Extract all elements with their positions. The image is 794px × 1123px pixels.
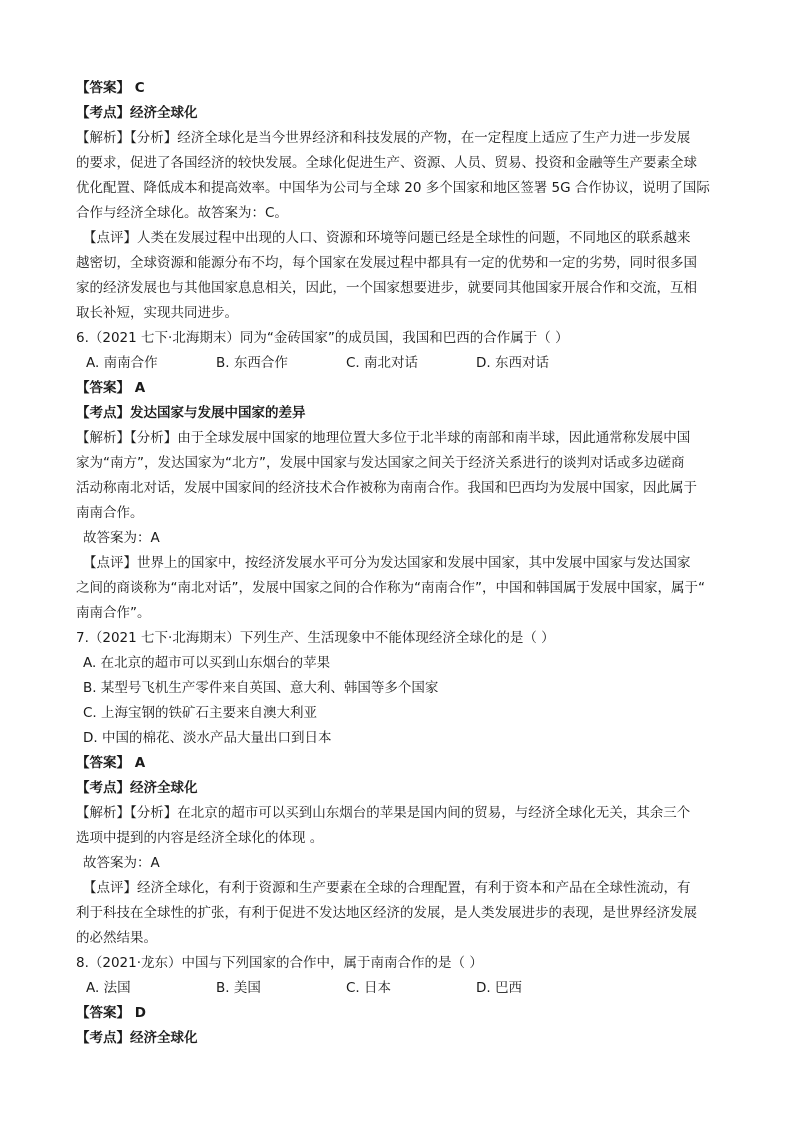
text-line: 【解析】【分析】由于全球发展中国家的地理位置大多位于北半球的南部和南半球，因此通常称发展中国 [76,430,691,446]
option-label: B. 美国 [216,980,261,996]
text-line: 【考点】经济全球化 [76,105,198,121]
text-line: A. 在北京的超市可以买到山东烟台的苹果 [83,655,331,671]
text-line: 【点评】世界上的国家中，按经济发展水平可分为发达国家和发展中国家，其中发展中国家与发达国家 [83,555,691,571]
text-line: 的要求，促进了各国经济的较快发展。全球化促进生产、资源、人员、贸易、投资和金融等生产要素全球 [76,155,697,171]
text-line: D. 中国的棉花、淡水产品大量出口到日本 [83,730,332,746]
text-line: 6.（2021 七下·北海期末）同为“金砖国家”的成员国，我国和巴西的合作属于（ ） [76,330,569,346]
text-line: 优化配置、降低成本和提高效率。中国华为公司与全球 20 多个国家和地区签署 5G 合作协议，说明了国际 [76,180,710,196]
option-label: C. 南北对话 [346,355,419,371]
option-label: A. 法国 [86,980,131,996]
text-line: 合作与经济全球化。故答案为：C。 [76,205,288,221]
question-6-options [0,353,794,373]
text-line: 【点评】人类在发展过程中出现的人口、资源和环境等问题已经是全球性的问题，不同地区的联系越来 [83,230,691,246]
text-line: 的必然结果。 [76,930,157,946]
text-line: 【答案】 A [76,380,146,396]
text-line: 故答案为：A [83,530,160,546]
text-line: C. 上海宝钢的铁矿石主要来自澳大利亚 [83,705,318,721]
text-line: 越密切，全球资源和能源分布不均，每个国家在发展过程中都具有一定的优势和一定的劣势，同时很多国 [76,255,697,271]
text-line: 【考点】经济全球化 [76,1030,198,1046]
text-line: 【考点】发达国家与发展中国家的差异 [76,405,306,421]
text-line: 家的经济发展也与其他国家息息相关，因此，一个国家想要进步，就要同其他国家开展合作和交流，互相 [76,280,697,296]
text-line: 之间的商谈称为“南北对话”，发展中国家之间的合作称为“南南合作”，中国和韩国属于发展中国家，属于“ [76,580,705,596]
option-label: C. 日本 [346,980,392,996]
option-label: D. 东西对话 [476,355,549,371]
option-label: A. 南南合作 [86,355,158,371]
text-line: 【答案】 D [76,1005,146,1021]
option-label: B. 东西合作 [216,355,288,371]
text-line: 利于科技在全球性的扩张，有利于促进不发达地区经济的发展，是人类发展进步的表现，是世界经济发展 [76,905,697,921]
text-line: 【解析】【分析】经济全球化是当今世界经济和科技发展的产物，在一定程度上适应了生产力进一步发展 [76,130,691,146]
text-line: 故答案为：A [83,855,160,871]
text-line: 【解析】【分析】在北京的超市可以买到山东烟台的苹果是国内间的贸易，与经济全球化无关，其余三个 [76,805,691,821]
text-line: 【考点】经济全球化 [76,780,198,796]
text-line: 选项中提到的内容是经济全球化的体现 。 [76,830,324,846]
text-line: 南南合作”。 [76,605,151,621]
question-8-options [0,978,794,998]
text-line: B. 某型号飞机生产零件来自英国、意大利、韩国等多个国家 [83,680,439,696]
option-label: D. 巴西 [476,980,522,996]
text-line: 南南合作。 [76,505,144,521]
text-line: 家为“南方”，发达国家为“北方”，发展中国家与发达国家之间关于经济关系进行的谈判对话或多边磋商 [76,455,685,471]
text-line: 8.（2021·龙东）中国与下列国家的合作中，属于南南合作的是（ ） [76,955,483,971]
text-line: 【点评】经济全球化，有利于资源和生产要素在全球的合理配置，有利于资本和产品在全球性流动，有 [83,880,691,896]
text-line: 活动称南北对话，发展中国家间的经济技术合作被称为南南合作。我国和巴西均为发展中国家，因此属于 [76,480,697,496]
text-line: 【答案】 C [76,80,145,96]
text-line: 取长补短，实现共同进步。 [76,305,238,321]
text-line: 【答案】 A [76,755,146,771]
text-line: 7.（2021 七下·北海期末）下列生产、生活现象中不能体现经济全球化的是（ ） [76,630,555,646]
